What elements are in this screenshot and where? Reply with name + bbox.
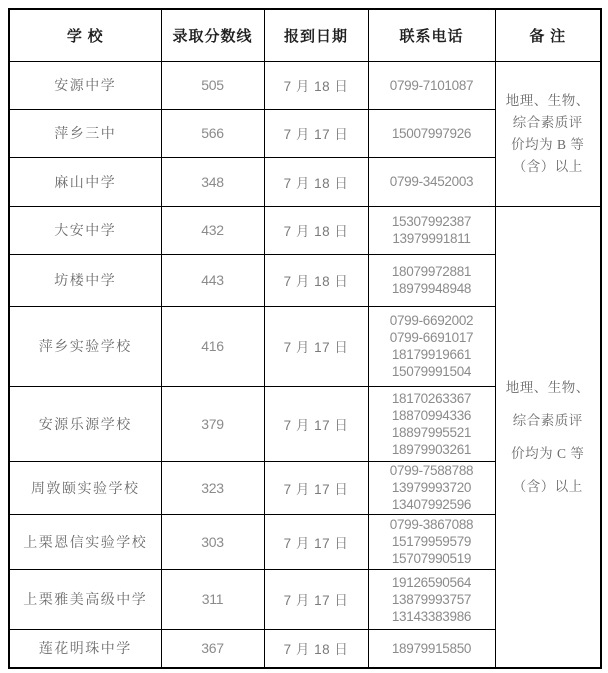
date-cell: 7 月 17 日 [264,461,368,514]
col-header-remark: 备 注 [495,9,601,61]
col-header-score: 录取分数线 [161,9,264,61]
school-cell: 萍乡三中 [9,109,161,157]
score-cell: 505 [161,61,264,109]
school-cell: 安源乐源学校 [9,386,161,461]
remark-cell-grade-c: 地理、生物、 综合素质评 价均为 C 等 （含）以上 [495,206,601,668]
score-cell: 443 [161,254,264,306]
score-cell: 416 [161,306,264,386]
score-cell: 432 [161,206,264,254]
phone-cell: 0799-3452003 [368,157,495,206]
date-cell: 7 月 18 日 [264,157,368,206]
school-cell: 周敦颐实验学校 [9,461,161,514]
table-row [9,61,601,109]
date-cell: 7 月 17 日 [264,306,368,386]
date-cell: 7 月 17 日 [264,514,368,569]
school-cell: 上栗雅美高级中学 [9,569,161,629]
admission-score-table [8,8,602,669]
date-cell: 7 月 17 日 [264,386,368,461]
phone-cell: 18979915850 [368,629,495,668]
col-header-school: 学 校 [9,9,161,61]
score-cell: 367 [161,629,264,668]
school-cell: 萍乡实验学校 [9,306,161,386]
phone-cell: 19126590564 13879993757 13143383986 [368,569,495,629]
school-cell: 麻山中学 [9,157,161,206]
col-header-phone: 联系电话 [368,9,495,61]
header-row [9,9,601,61]
table-row [9,206,601,254]
remark-cell-grade-b: 地理、生物、 综合素质评 价均为 B 等 （含）以上 [495,61,601,206]
date-cell: 7 月 18 日 [264,206,368,254]
phone-cell: 0799-7101087 [368,61,495,109]
date-cell: 7 月 17 日 [264,109,368,157]
school-cell: 莲花明珠中学 [9,629,161,668]
score-cell: 303 [161,514,264,569]
school-cell: 上栗恩信实验学校 [9,514,161,569]
school-cell: 大安中学 [9,206,161,254]
phone-cell: 18079972881 18979948948 [368,254,495,306]
col-header-date: 报到日期 [264,9,368,61]
phone-cell: 0799-6692002 0799-6691017 18179919661 15079991504 [368,306,495,386]
phone-cell: 15007997926 [368,109,495,157]
score-cell: 566 [161,109,264,157]
date-cell: 7 月 17 日 [264,569,368,629]
date-cell: 7 月 18 日 [264,61,368,109]
score-cell: 323 [161,461,264,514]
score-cell: 348 [161,157,264,206]
school-cell: 安源中学 [9,61,161,109]
date-cell: 7 月 18 日 [264,254,368,306]
date-cell: 7 月 18 日 [264,629,368,668]
score-cell: 379 [161,386,264,461]
school-cell: 坊楼中学 [9,254,161,306]
score-cell: 311 [161,569,264,629]
phone-cell: 18170263367 18870994336 18897995521 18979903261 [368,386,495,461]
phone-cell: 0799-3867088 15179959579 15707990519 [368,514,495,569]
phone-cell: 0799-7588788 13979993720 13407992596 [368,461,495,514]
phone-cell: 15307992387 13979991811 [368,206,495,254]
